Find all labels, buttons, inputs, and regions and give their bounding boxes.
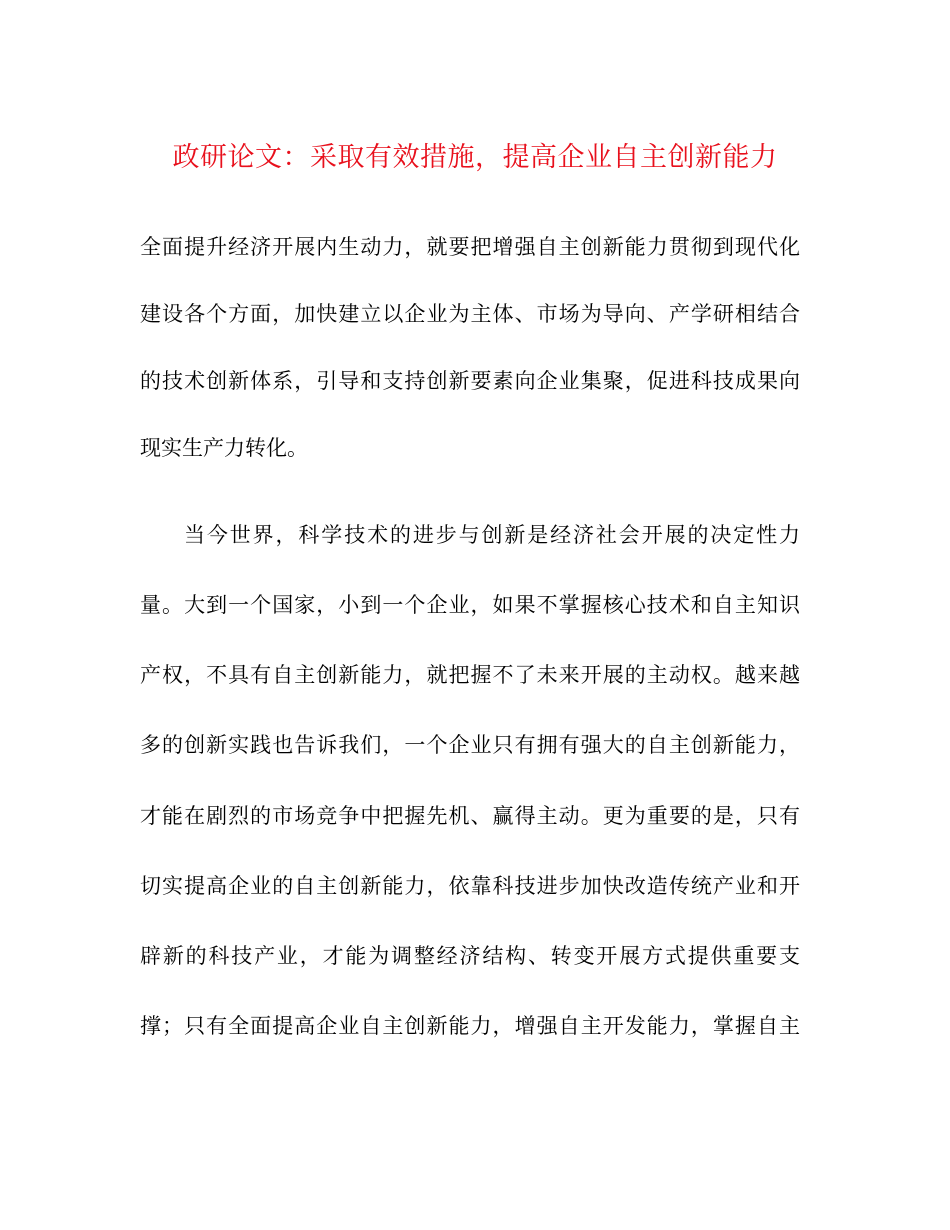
paragraph-1-line-2: 建设各个方面，加快建立以企业为主体、市场为导向、产学研相结合	[140, 302, 800, 326]
paragraph-2-line-3: 产权，不具有自主创新能力，就把握不了未来开展的主动权。越来越	[140, 663, 800, 687]
paragraph-2-line-5: 才能在剧烈的市场竞争中把握先机、赢得主动。更为重要的是，只有	[140, 804, 800, 828]
document-title: 政研论文：采取有效措施，提高企业自主创新能力	[172, 142, 778, 173]
paragraph-2-line-4: 多的创新实践也告诉我们，一个企业只有拥有强大的自主创新能力，	[140, 733, 800, 757]
paragraph-2-line-2: 量。大到一个国家，小到一个企业，如果不掌握核心技术和自主知识	[140, 593, 800, 617]
paragraph-2-line-1: 当今世界，科学技术的进步与创新是经济社会开展的决定性力	[184, 523, 800, 547]
paragraph-1-line-4: 现实生产力转化。	[140, 436, 308, 460]
paragraph-2-line-8: 撑；只有全面提高企业自主创新能力，增强自主开发能力，掌握自主	[140, 1014, 800, 1038]
paragraph-2-line-7: 辟新的科技产业，才能为调整经济结构、转变开展方式提供重要支	[140, 944, 800, 968]
paragraph-1-line-3: 的技术创新体系，引导和支持创新要素向企业集聚，促进科技成果向	[140, 369, 800, 393]
paragraph-2-line-6: 切实提高企业的自主创新能力，依靠科技进步加快改造传统产业和开	[140, 874, 800, 898]
paragraph-1-line-1: 全面提升经济开展内生动力，就要把增强自主创新能力贯彻到现代化	[140, 235, 800, 259]
